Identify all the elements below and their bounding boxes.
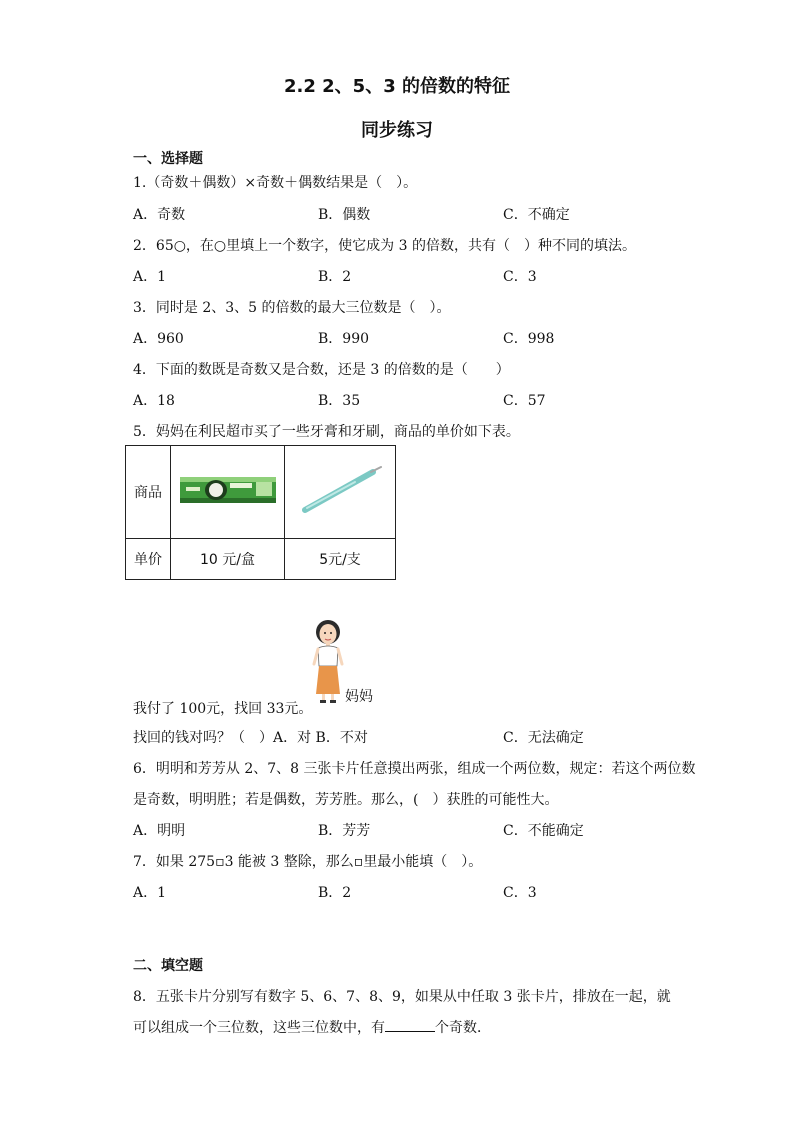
- q2-option-b: B．2: [318, 269, 352, 285]
- question-4: 4．下面的数既是奇数又是合数，还是 3 的倍数的是（ ）: [133, 362, 510, 378]
- toothbrush-image: [295, 460, 385, 520]
- q6-option-a: A．明明: [133, 823, 186, 839]
- q1-option-b: B．偶数: [318, 207, 371, 223]
- table-header-goods: 商品: [126, 446, 171, 539]
- q5-speech: 我付了 100元，找回 33元。: [133, 701, 313, 717]
- q2-option-a: A．1: [133, 269, 167, 285]
- q7-option-b: B．2: [318, 885, 352, 901]
- toothpaste-price: 10 元/盒: [171, 539, 285, 580]
- page-subtitle: 同步练习: [361, 120, 433, 141]
- q3-option-a: A．960: [133, 331, 184, 347]
- q1-option-a: A．奇数: [133, 207, 186, 223]
- question-8-line1: 8．五张卡片分别写有数字 5、6、7、8、9，如果从中任取 3 张卡片，排放在一起，就: [133, 989, 671, 1005]
- question-2: 2．65○，在○里填上一个数字，使它成为 3 的倍数，共有（ ）种不同的填法。: [133, 238, 636, 254]
- toothbrush-cell: [285, 446, 396, 539]
- q5-question-options: 找回的钱对吗？（ ）A．对 B．不对: [133, 730, 368, 746]
- q7-option-a: A．1: [133, 885, 167, 901]
- q4-option-a: A．18: [133, 393, 175, 409]
- toothpaste-cell: [171, 446, 285, 539]
- price-table: [125, 445, 396, 580]
- section-fill-heading: 二、填空题: [133, 958, 203, 974]
- q8-text-before-blank: 可以组成一个三位数，这些三位数中，有: [133, 1020, 385, 1036]
- question-6-line1: 6．明明和芳芳从 2、7、8 三张卡片任意摸出两张，组成一个两位数，规定：若这个两位数: [133, 761, 696, 777]
- q6-option-b: B．芳芳: [318, 823, 371, 839]
- mom-label: 妈妈: [345, 689, 373, 705]
- q8-text-after-blank: 个奇数．: [435, 1020, 491, 1036]
- question-6-line2: 是奇数，明明胜；若是偶数，芳芳胜。那么，( ）获胜的可能性大。: [133, 792, 559, 808]
- q5-option-c: C．无法确定: [503, 730, 584, 746]
- mom-figure: [308, 618, 348, 706]
- question-5: 5．妈妈在利民超市买了一些牙膏和牙刷，商品的单价如下表。: [133, 424, 520, 440]
- q7-option-c: C．3: [503, 885, 537, 901]
- toothpaste-image: [178, 473, 278, 507]
- q3-option-b: B．990: [318, 331, 370, 347]
- q6-option-c: C．不能确定: [503, 823, 584, 839]
- q4-option-b: B．35: [318, 393, 361, 409]
- toothbrush-price: 5元/支: [285, 539, 396, 580]
- q2-option-c: C．3: [503, 269, 537, 285]
- q3-option-c: C．998: [503, 331, 555, 347]
- q8-answer-blank[interactable]: [385, 1017, 435, 1032]
- q4-option-c: C．57: [503, 393, 546, 409]
- q1-option-c: C．不确定: [503, 207, 570, 223]
- table-header-price: 单价: [126, 539, 171, 580]
- page-title: 2.2 2、5、3 的倍数的特征: [284, 76, 510, 97]
- question-3: 3．同时是 2、3、5 的倍数的最大三位数是（ ）。: [133, 300, 451, 316]
- question-7: 7．如果 275▫3 能被 3 整除，那么▫里最小能填（ ）。: [133, 854, 483, 870]
- section-choice-heading: 一、选择题: [133, 151, 203, 167]
- question-8-line2: [133, 1017, 491, 1037]
- question-1: 1.（奇数＋偶数）×奇数＋偶数结果是（ ）。: [133, 175, 418, 191]
